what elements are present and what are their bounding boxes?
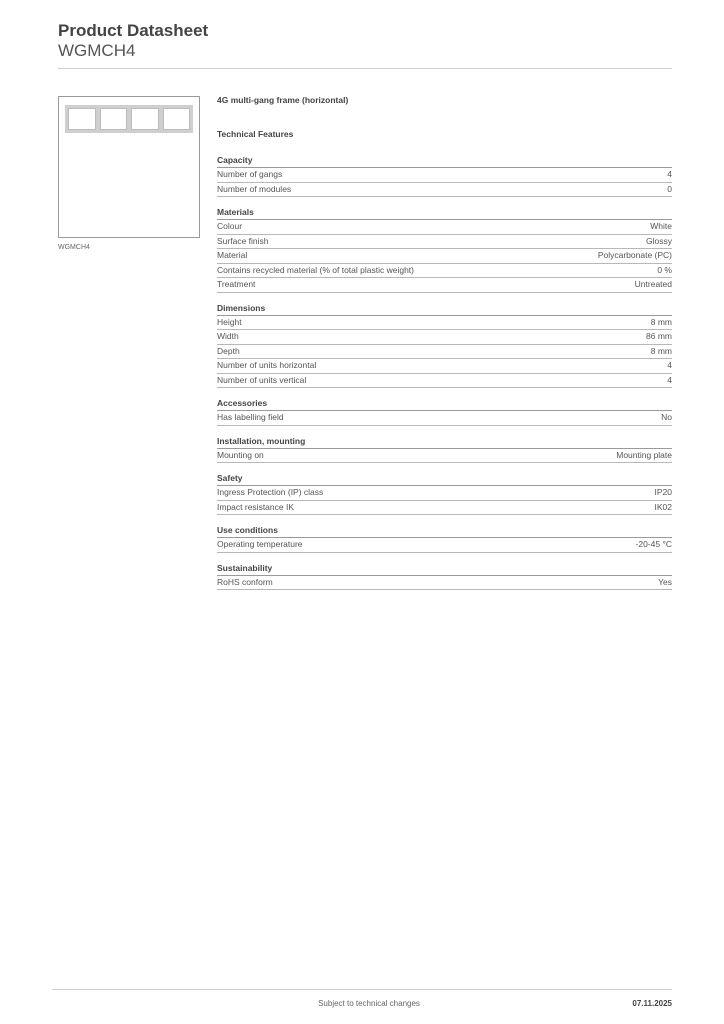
section-title: Installation, mounting	[217, 436, 672, 449]
spec-label: Ingress Protection (IP) class	[217, 487, 324, 497]
document-header	[58, 20, 208, 61]
spec-value: 8 mm	[650, 316, 672, 327]
product-image	[58, 96, 200, 238]
spec-row	[217, 538, 672, 553]
spec-value: 4	[667, 374, 672, 385]
spec-label: Number of gangs	[217, 169, 283, 179]
spec-label: Number of units vertical	[217, 374, 307, 385]
spec-label: Operating temperature	[217, 539, 303, 549]
feature-section	[217, 436, 672, 464]
footer-date: 07.11.2025	[632, 999, 672, 1008]
spec-value: 4	[667, 169, 672, 179]
spec-value: 86 mm	[646, 331, 672, 341]
feature-section	[217, 398, 672, 426]
spec-value: -20-45 °C	[635, 539, 672, 549]
spec-row	[217, 316, 672, 331]
feature-section	[217, 303, 672, 389]
multi-gang-frame-illustration	[65, 105, 193, 133]
feature-section	[217, 473, 672, 515]
spec-label: Surface finish	[217, 235, 269, 246]
section-title: Accessories	[217, 398, 672, 411]
gang-opening	[68, 108, 96, 130]
spec-row	[217, 220, 672, 235]
section-title: Sustainability	[217, 563, 672, 576]
spec-value: IP20	[654, 487, 672, 497]
section-title: Use conditions	[217, 525, 672, 538]
spec-row	[217, 374, 672, 389]
section-title: Safety	[217, 473, 672, 486]
spec-label: Contains recycled material (% of total plastic weight)	[217, 264, 414, 275]
spec-value: 8 mm	[650, 345, 672, 356]
spec-value: Untreated	[634, 279, 672, 289]
image-caption: WGMCH4	[58, 244, 90, 251]
spec-label: Colour	[217, 221, 243, 231]
feature-section	[217, 207, 672, 293]
spec-label: Width	[217, 331, 239, 341]
spec-row	[217, 359, 672, 374]
document-title: Product Datasheet	[58, 21, 209, 40]
feature-section	[217, 563, 672, 591]
gang-opening	[131, 108, 159, 130]
spec-label: Material	[217, 250, 248, 260]
spec-row	[217, 183, 672, 198]
spec-label: Treatment	[217, 279, 256, 289]
footer-divider	[52, 989, 672, 990]
spec-label: Depth	[217, 345, 240, 356]
spec-row	[217, 486, 672, 501]
spec-row	[217, 345, 672, 360]
product-code: WGMCH4	[58, 41, 136, 60]
spec-row	[217, 278, 672, 293]
spec-value: Polycarbonate (PC)	[597, 250, 672, 260]
spec-label: RoHS conform	[217, 576, 273, 587]
spec-value: 4	[667, 360, 672, 370]
feature-section	[217, 155, 672, 197]
spec-label: Number of modules	[217, 183, 292, 194]
spec-row	[217, 501, 672, 516]
feature-section	[217, 525, 672, 553]
spec-row	[217, 330, 672, 345]
spec-row	[217, 449, 672, 464]
gang-opening	[100, 108, 128, 130]
spec-row	[217, 249, 672, 264]
technical-content	[217, 95, 672, 590]
spec-row	[217, 411, 672, 426]
section-title: Materials	[217, 207, 672, 220]
spec-value: Yes	[658, 576, 672, 587]
technical-features-title: Technical Features	[217, 129, 294, 139]
section-title: Capacity	[217, 155, 672, 168]
spec-row	[217, 264, 672, 279]
spec-value: 0 %	[657, 264, 672, 275]
spec-row	[217, 235, 672, 250]
spec-row	[217, 168, 672, 183]
spec-value: 0	[667, 183, 672, 194]
spec-value: Glossy	[646, 235, 672, 246]
spec-label: Has labelling field	[217, 412, 284, 422]
spec-row	[217, 576, 672, 591]
spec-value: No	[661, 412, 672, 422]
footer-note: Subject to technical changes	[318, 999, 420, 1008]
spec-value: White	[650, 221, 672, 231]
spec-label: Mounting on	[217, 449, 264, 460]
spec-value: IK02	[654, 501, 672, 512]
spec-label: Impact resistance IK	[217, 501, 295, 512]
spec-label: Height	[217, 316, 242, 327]
header-divider	[58, 68, 672, 69]
gang-opening	[163, 108, 191, 130]
feature-sections	[217, 155, 672, 590]
spec-value: Mounting plate	[616, 449, 672, 460]
section-title: Dimensions	[217, 303, 672, 316]
product-name: 4G multi-gang frame (horizontal)	[217, 95, 349, 105]
spec-label: Number of units horizontal	[217, 360, 317, 370]
